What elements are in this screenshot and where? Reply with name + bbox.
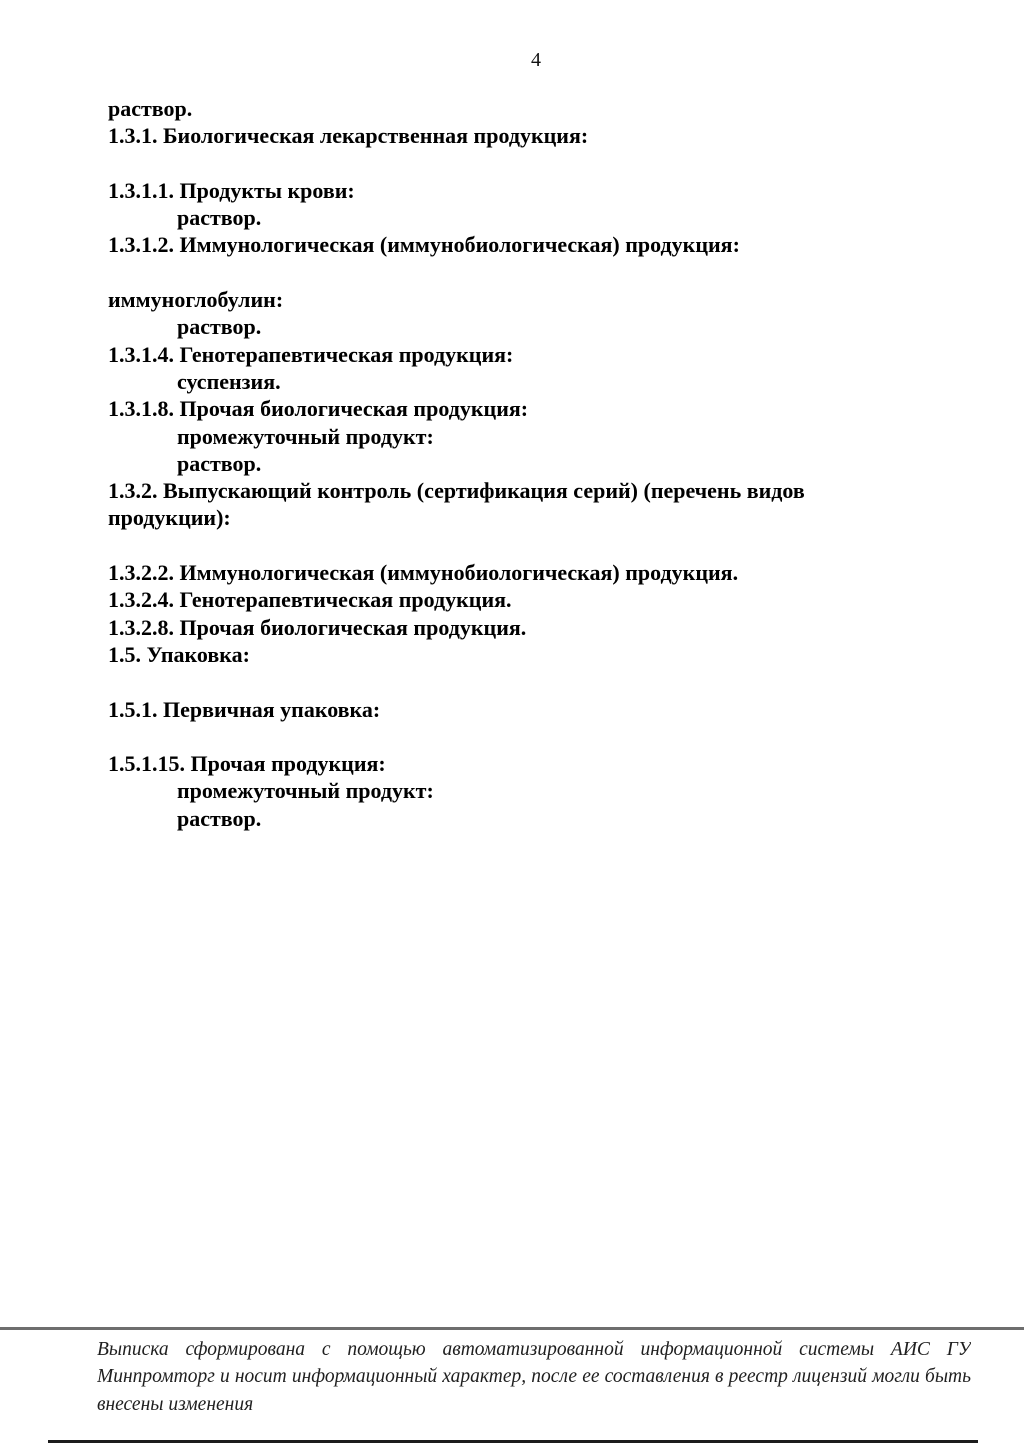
- blank-line: [108, 259, 940, 286]
- body-line: раствор.: [177, 450, 262, 476]
- body-line: 1.3.2. Выпускающий контроль (сертификация серий) (перечень видов: [108, 478, 805, 504]
- body-line: 1.3.2.4. Генотерапевтическая продукция.: [108, 587, 512, 613]
- body-line: промежуточный продукт:: [177, 423, 434, 449]
- body-line: промежуточный продукт:: [177, 778, 434, 804]
- footer-line: Выписка сформирована с помощью автоматизированной информационной системы АИС ГУ: [97, 1339, 971, 1360]
- body-line: 1.5.1.15. Прочая продукция:: [108, 751, 386, 777]
- footer-disclaimer: [97, 1336, 971, 1418]
- body-line: продукции):: [108, 505, 231, 531]
- body-line: 1.5. Упаковка:: [108, 641, 250, 667]
- body-line: 1.3.1. Биологическая лекарственная продукция:: [108, 123, 589, 149]
- body-line: 1.3.1.4. Генотерапевтическая продукция:: [108, 341, 514, 367]
- blank-line: [108, 723, 940, 750]
- body-line: иммуноглобулин:: [108, 287, 284, 313]
- body-line: раствор.: [177, 205, 262, 231]
- body-line: раствор.: [177, 805, 262, 831]
- body-line: 1.3.2.8. Прочая биологическая продукция.: [108, 614, 527, 640]
- page-bottom-line: [48, 1440, 978, 1443]
- blank-line: [108, 532, 940, 559]
- body-line: раствор.: [108, 96, 193, 121]
- footer-line: внесены изменения: [97, 1393, 254, 1415]
- footer-line: Минпромторг и носит информационный характер, после ее составления в реестр лицензий могли быть: [97, 1366, 971, 1388]
- page-number: 4: [531, 49, 541, 71]
- blank-line: [108, 668, 940, 695]
- body-line: 1.3.1.8. Прочая биологическая продукция:: [108, 396, 529, 422]
- body-line: суспензия.: [177, 368, 281, 394]
- body-line: раствор.: [177, 314, 262, 340]
- body-line: 1.3.1.1. Продукты крови:: [108, 177, 355, 203]
- body-line: 1.5.1. Первичная упаковка:: [108, 696, 381, 722]
- body-line: 1.3.2.2. Иммунологическая (иммунобиологическая) продукция.: [108, 560, 739, 586]
- document-body-text: [108, 95, 940, 832]
- footer-divider-line: [0, 1327, 1024, 1330]
- blank-line: [108, 150, 940, 177]
- body-line: 1.3.1.2. Иммунологическая (иммунобиологическая) продукция:: [108, 232, 740, 258]
